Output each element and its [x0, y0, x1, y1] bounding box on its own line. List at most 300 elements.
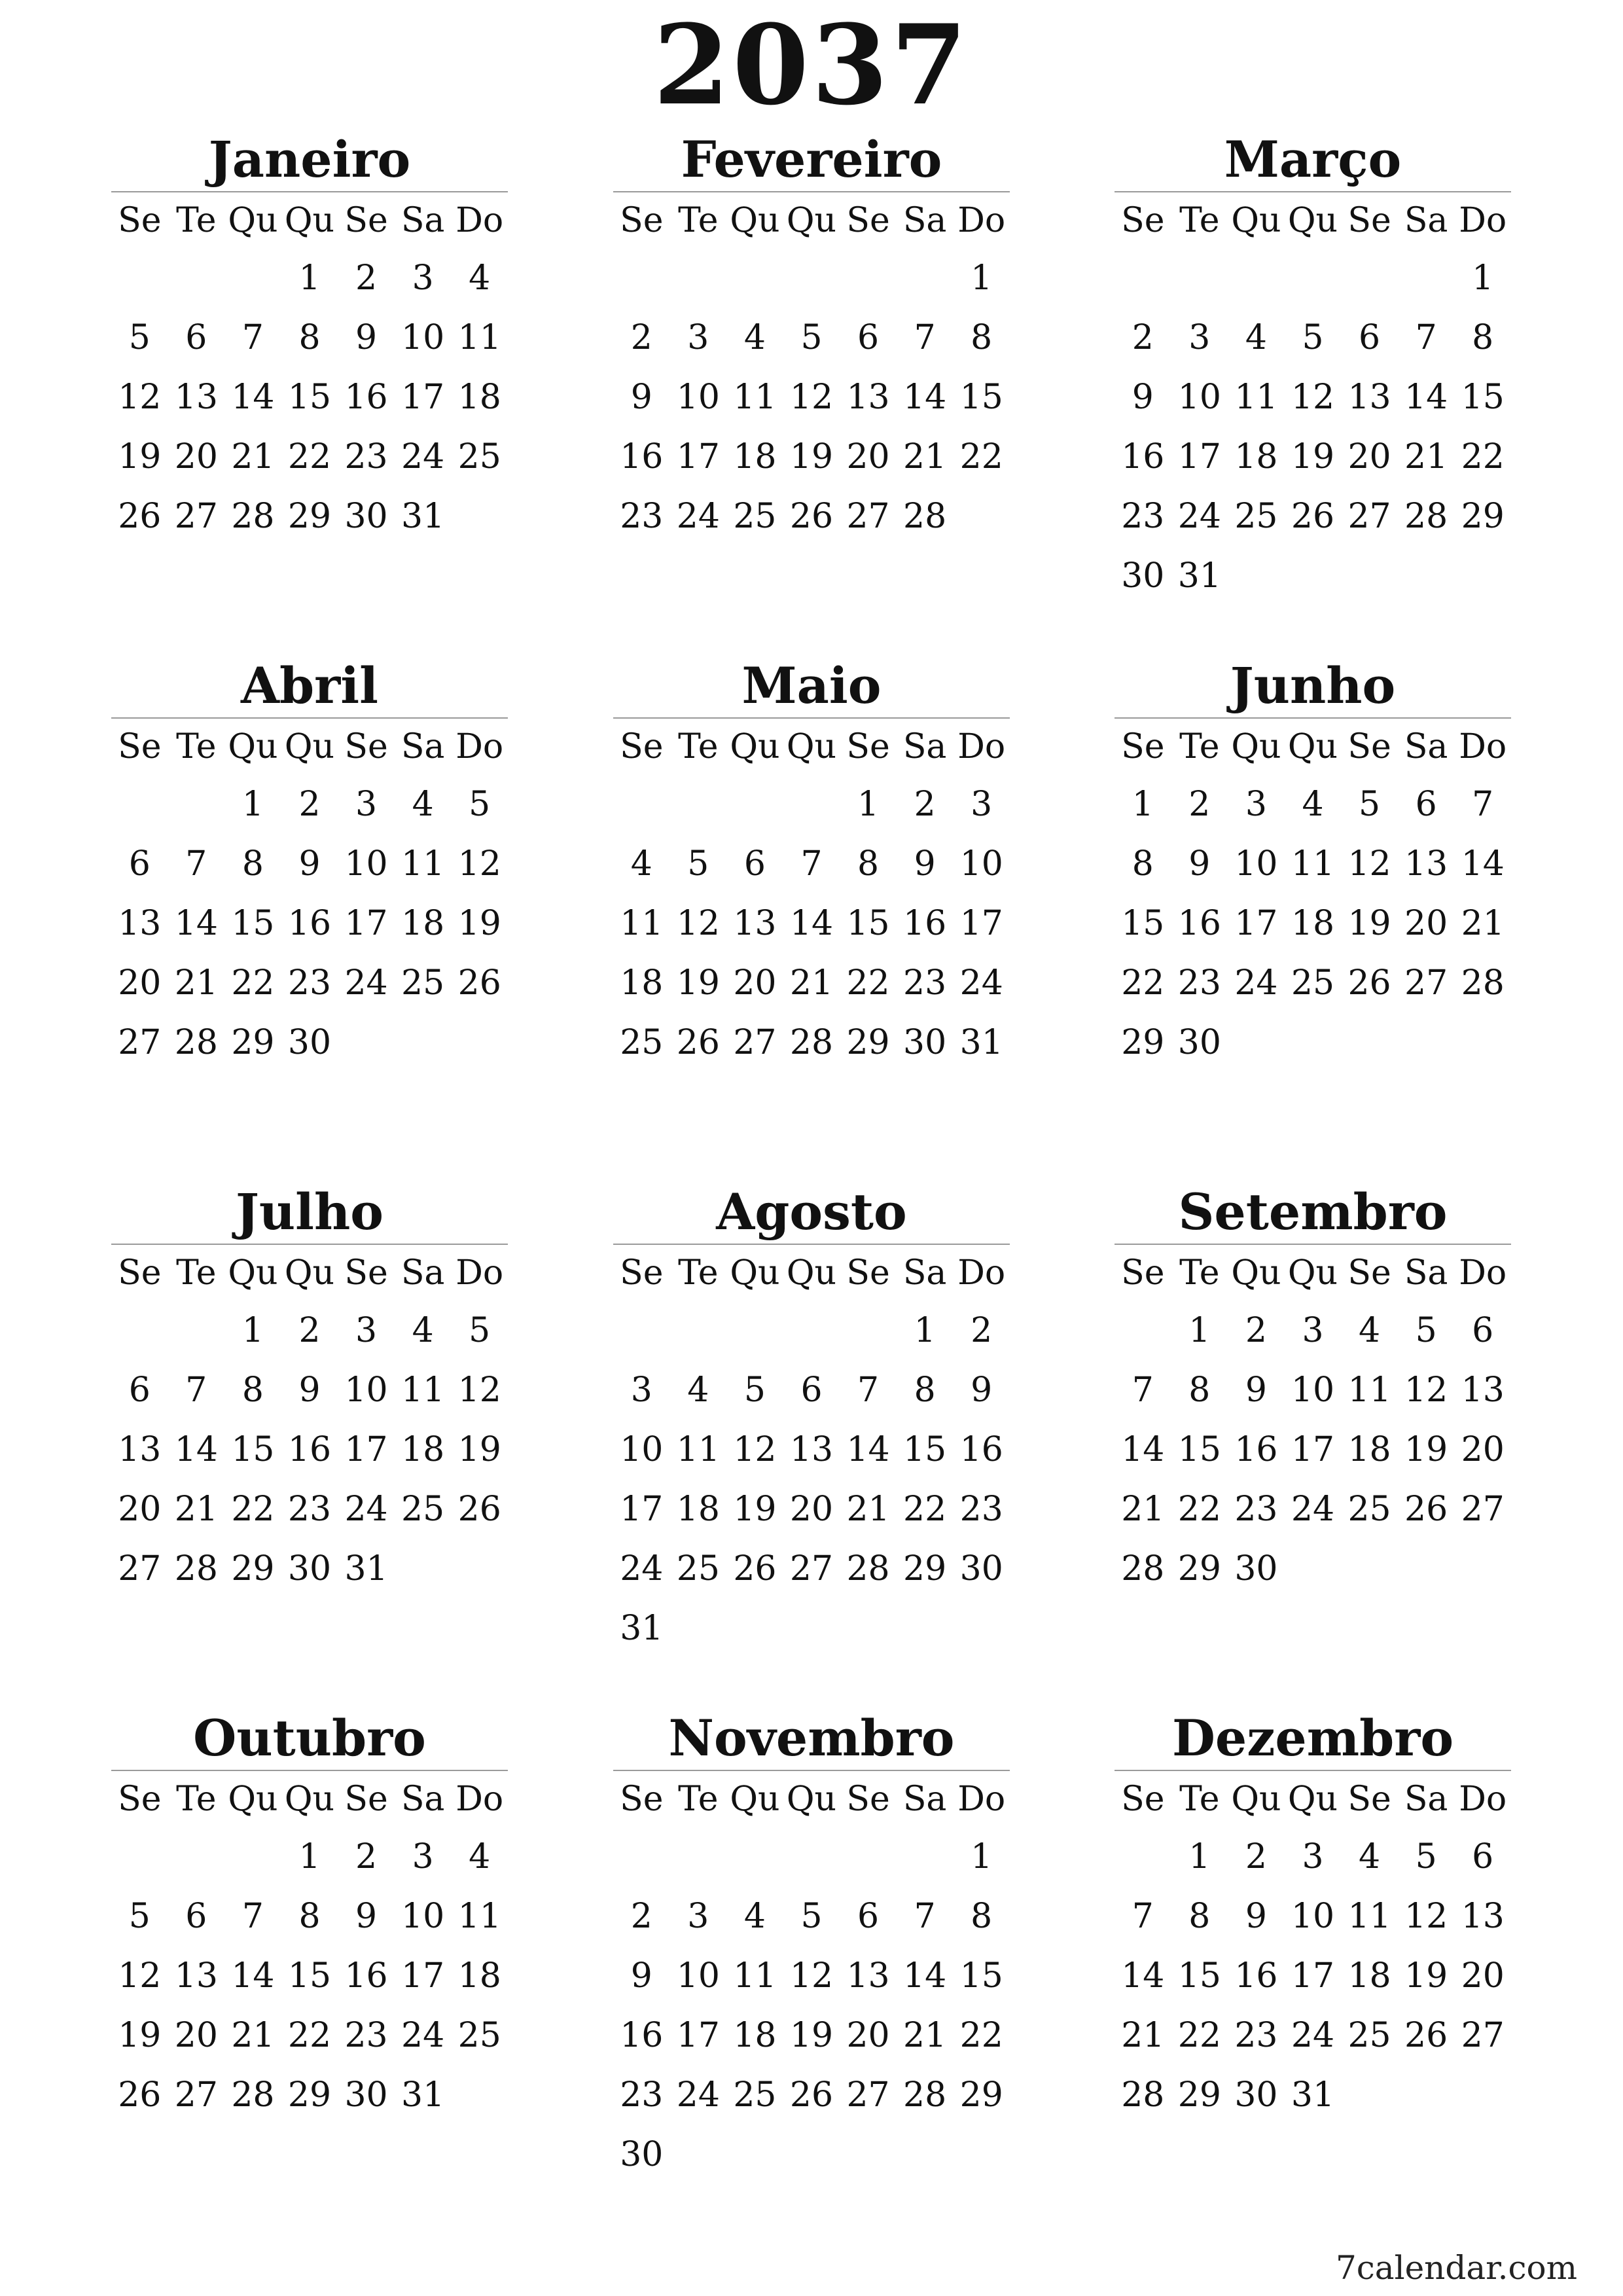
day-cell: 11	[457, 1897, 501, 1936]
weekday-header: Qu	[228, 1253, 278, 1293]
day-cell: 7	[857, 1371, 880, 1410]
day-cell: 1	[1188, 1837, 1211, 1876]
day-cell: 2	[1245, 1311, 1267, 1350]
day-cell: 16	[287, 1430, 332, 1469]
month-block-novembro	[613, 1707, 1010, 2185]
day-cell: 28	[846, 1549, 890, 1588]
day-cell: 31	[344, 1549, 388, 1588]
day-cell: 11	[401, 1371, 445, 1410]
weekday-header: Se	[1347, 1780, 1391, 1819]
empty-day-cell	[726, 249, 783, 308]
day-cell: 26	[733, 1549, 777, 1588]
weekday-header: Qu	[786, 201, 837, 240]
empty-day-cell	[111, 1301, 168, 1361]
day-cell: 23	[1121, 497, 1165, 536]
day-cell: 22	[846, 963, 890, 1003]
day-cell: 14	[231, 1956, 275, 1996]
weekday-header: Te	[1179, 1780, 1220, 1819]
day-cell: 3	[687, 318, 709, 357]
weekday-header: Te	[176, 727, 217, 766]
weekday-header: Qu	[786, 1253, 837, 1293]
weekday-header: Te	[678, 727, 719, 766]
day-cell: 29	[231, 1023, 275, 1062]
day-cell: 10	[1234, 844, 1278, 884]
weekday-header: Qu	[284, 1253, 335, 1293]
day-cell: 15	[903, 1430, 947, 1469]
empty-day-cell	[840, 1301, 897, 1361]
weekday-header: Te	[678, 1780, 719, 1819]
day-cell: 8	[914, 1371, 936, 1410]
day-cell: 9	[1132, 378, 1154, 417]
day-cell: 30	[1177, 1023, 1221, 1062]
day-cell: 21	[174, 963, 218, 1003]
day-cell: 18	[1291, 904, 1335, 943]
empty-day-cell	[1398, 249, 1455, 308]
weekday-header: Sa	[902, 201, 947, 240]
day-cell: 9	[914, 844, 936, 884]
day-cell: 8	[1188, 1897, 1211, 1936]
weekday-header: Qu	[786, 1780, 837, 1819]
day-cell: 17	[1234, 904, 1278, 943]
day-cell: 27	[174, 2075, 218, 2115]
day-cell: 12	[1404, 1897, 1448, 1936]
day-cell: 20	[118, 1490, 162, 1529]
day-cell: 8	[971, 318, 993, 357]
day-cell: 10	[959, 844, 1003, 884]
day-cell: 23	[1234, 1490, 1278, 1529]
weekday-header: Sa	[401, 1780, 445, 1819]
day-cell: 6	[1415, 785, 1437, 824]
day-cell: 1	[241, 1311, 264, 1350]
day-cell: 7	[185, 1371, 207, 1410]
empty-day-cell	[613, 249, 670, 308]
day-cell: 3	[1245, 785, 1267, 824]
month-name: Abril	[241, 656, 378, 715]
day-cell: 16	[1177, 904, 1221, 943]
day-cell: 13	[1461, 1897, 1505, 1936]
day-cell: 30	[903, 1023, 947, 1062]
day-cell: 21	[1461, 904, 1505, 943]
weekday-header: Se	[620, 727, 664, 766]
day-cell: 22	[959, 2016, 1003, 2055]
weekday-header: Do	[1459, 1253, 1507, 1293]
day-cell: 1	[298, 259, 321, 298]
day-cell: 3	[971, 785, 993, 824]
day-cell: 5	[743, 1371, 766, 1410]
day-cell: 4	[743, 318, 766, 357]
day-cell: 14	[1121, 1956, 1165, 1996]
day-cell: 13	[789, 1430, 834, 1469]
empty-day-cell	[1341, 249, 1398, 308]
day-cell: 28	[174, 1023, 218, 1062]
day-cell: 13	[846, 1956, 890, 1996]
day-cell: 12	[457, 844, 501, 884]
day-cell: 25	[401, 1490, 445, 1529]
day-cell: 26	[457, 963, 501, 1003]
day-cell: 7	[241, 1897, 264, 1936]
weekday-header: Se	[620, 201, 664, 240]
day-cell: 15	[287, 1956, 332, 1996]
day-cell: 31	[401, 2075, 445, 2115]
month-block-março	[1115, 128, 1511, 606]
day-cell: 4	[1359, 1311, 1381, 1350]
empty-day-cell	[613, 1827, 670, 1887]
day-cell: 23	[1234, 2016, 1278, 2055]
day-cell: 13	[846, 378, 890, 417]
day-cell: 31	[959, 1023, 1003, 1062]
day-cell: 17	[401, 378, 445, 417]
weekday-header: Sa	[401, 727, 445, 766]
day-cell: 7	[914, 1897, 936, 1936]
day-cell: 6	[800, 1371, 823, 1410]
weekday-header: Do	[455, 201, 504, 240]
day-cell: 13	[118, 1430, 162, 1469]
day-cell: 10	[1291, 1371, 1335, 1410]
day-cell: 3	[1302, 1837, 1324, 1876]
day-cell: 20	[174, 2016, 218, 2055]
month-name: Março	[1224, 130, 1402, 188]
day-cell: 9	[971, 1371, 993, 1410]
weekday-header: Qu	[228, 727, 278, 766]
day-cell: 9	[298, 1371, 321, 1410]
day-cell: 6	[128, 844, 151, 884]
day-cell: 24	[1234, 963, 1278, 1003]
weekday-header: Se	[344, 1253, 388, 1293]
day-cell: 31	[1177, 556, 1221, 596]
day-cell: 22	[231, 1490, 275, 1529]
month-day-grid	[111, 1245, 508, 1599]
day-cell: 27	[846, 2075, 890, 2115]
empty-day-cell	[670, 1301, 727, 1361]
day-cell: 2	[1245, 1837, 1267, 1876]
weekday-header: Do	[957, 201, 1006, 240]
day-cell: 7	[241, 318, 264, 357]
month-name: Junho	[1230, 656, 1396, 715]
day-cell: 11	[733, 1956, 777, 1996]
day-cell: 18	[457, 1956, 501, 1996]
day-cell: 4	[1359, 1837, 1381, 1876]
day-cell: 4	[412, 1311, 434, 1350]
day-cell: 1	[857, 785, 880, 824]
day-cell: 27	[846, 497, 890, 536]
empty-day-cell	[897, 1827, 954, 1887]
empty-day-cell	[224, 249, 281, 308]
day-cell: 15	[1177, 1430, 1221, 1469]
month-block-julho	[111, 1181, 508, 1599]
day-cell: 28	[1461, 963, 1505, 1003]
day-cell: 2	[298, 1311, 321, 1350]
day-cell: 9	[355, 1897, 378, 1936]
day-cell: 5	[800, 318, 823, 357]
day-cell: 23	[344, 2016, 388, 2055]
month-name: Outubro	[193, 1709, 426, 1767]
day-cell: 19	[789, 437, 834, 476]
weekday-header: Do	[1459, 201, 1507, 240]
empty-day-cell	[670, 775, 727, 834]
month-name: Julho	[235, 1183, 384, 1241]
weekday-header: Qu	[284, 727, 335, 766]
weekday-header: Sa	[1404, 201, 1448, 240]
day-cell: 1	[1132, 785, 1154, 824]
day-cell: 10	[676, 378, 720, 417]
day-cell: 30	[620, 2135, 664, 2174]
day-cell: 23	[344, 437, 388, 476]
day-cell: 19	[457, 1430, 501, 1469]
weekday-header: Qu	[228, 1780, 278, 1819]
day-cell: 22	[231, 963, 275, 1003]
day-cell: 18	[733, 437, 777, 476]
day-cell: 5	[1302, 318, 1324, 357]
day-cell: 17	[620, 1490, 664, 1529]
day-cell: 12	[789, 378, 834, 417]
day-cell: 12	[1347, 844, 1391, 884]
day-cell: 3	[355, 1311, 378, 1350]
day-cell: 20	[733, 963, 777, 1003]
day-cell: 27	[789, 1549, 834, 1588]
weekday-header: Se	[118, 1780, 162, 1819]
month-day-grid	[613, 192, 1010, 547]
empty-day-cell	[1115, 1301, 1171, 1361]
empty-day-cell	[783, 1827, 840, 1887]
day-cell: 17	[676, 437, 720, 476]
month-block-dezembro	[1115, 1707, 1511, 2125]
weekday-header: Te	[1179, 1253, 1220, 1293]
day-cell: 20	[1347, 437, 1391, 476]
day-cell: 31	[620, 1609, 664, 1648]
weekday-header: Qu	[228, 201, 278, 240]
day-cell: 26	[118, 497, 162, 536]
weekday-header: Se	[620, 1253, 664, 1293]
day-cell: 2	[355, 1837, 378, 1876]
day-cell: 18	[676, 1490, 720, 1529]
day-cell: 26	[676, 1023, 720, 1062]
empty-day-cell	[111, 249, 168, 308]
day-cell: 12	[733, 1430, 777, 1469]
month-name: Fevereiro	[681, 130, 942, 188]
day-cell: 30	[344, 2075, 388, 2115]
month-day-grid	[111, 192, 508, 547]
day-cell: 17	[1291, 1956, 1335, 1996]
weekday-header: Sa	[1404, 1780, 1448, 1819]
empty-day-cell	[897, 249, 954, 308]
day-cell: 20	[174, 437, 218, 476]
day-cell: 14	[174, 904, 218, 943]
weekday-header: Te	[678, 1253, 719, 1293]
day-cell: 18	[1347, 1430, 1391, 1469]
day-cell: 23	[1177, 963, 1221, 1003]
day-cell: 25	[676, 1549, 720, 1588]
day-cell: 25	[733, 497, 777, 536]
day-cell: 9	[1245, 1371, 1267, 1410]
day-cell: 11	[676, 1430, 720, 1469]
day-cell: 2	[971, 1311, 993, 1350]
day-cell: 1	[971, 1837, 993, 1876]
day-cell: 3	[687, 1897, 709, 1936]
day-cell: 3	[412, 259, 434, 298]
weekday-header: Qu	[1231, 727, 1281, 766]
day-cell: 18	[1347, 1956, 1391, 1996]
day-cell: 4	[412, 785, 434, 824]
day-cell: 25	[457, 2016, 501, 2055]
day-cell: 8	[1132, 844, 1154, 884]
day-cell: 4	[630, 844, 652, 884]
day-cell: 16	[620, 2016, 664, 2055]
day-cell: 27	[733, 1023, 777, 1062]
day-cell: 24	[1291, 2016, 1335, 2055]
empty-day-cell	[726, 775, 783, 834]
day-cell: 16	[344, 378, 388, 417]
day-cell: 28	[231, 497, 275, 536]
day-cell: 9	[298, 844, 321, 884]
day-cell: 26	[789, 2075, 834, 2115]
day-cell: 18	[1234, 437, 1278, 476]
day-cell: 24	[401, 437, 445, 476]
month-block-maio	[613, 655, 1010, 1073]
day-cell: 12	[118, 1956, 162, 1996]
day-cell: 13	[174, 378, 218, 417]
weekday-header: Do	[957, 727, 1006, 766]
day-cell: 16	[620, 437, 664, 476]
day-cell: 12	[118, 378, 162, 417]
day-cell: 11	[1347, 1897, 1391, 1936]
day-cell: 19	[789, 2016, 834, 2055]
month-name: Dezembro	[1171, 1709, 1454, 1767]
day-cell: 1	[914, 1311, 936, 1350]
day-cell: 23	[959, 1490, 1003, 1529]
day-cell: 20	[1461, 1430, 1505, 1469]
day-cell: 28	[903, 497, 947, 536]
day-cell: 13	[1404, 844, 1448, 884]
day-cell: 28	[903, 2075, 947, 2115]
weekday-header: Se	[1121, 1780, 1165, 1819]
weekday-header: Do	[957, 1780, 1006, 1819]
empty-day-cell	[783, 249, 840, 308]
weekday-header: Se	[846, 201, 890, 240]
month-block-fevereiro	[613, 128, 1010, 547]
day-cell: 16	[287, 904, 332, 943]
day-cell: 15	[1461, 378, 1505, 417]
day-cell: 27	[1461, 2016, 1505, 2055]
day-cell: 26	[1404, 2016, 1448, 2055]
day-cell: 27	[118, 1023, 162, 1062]
day-cell: 19	[118, 437, 162, 476]
day-cell: 6	[185, 1897, 207, 1936]
month-day-grid	[111, 1771, 508, 2125]
day-cell: 9	[355, 318, 378, 357]
day-cell: 3	[1302, 1311, 1324, 1350]
day-cell: 25	[1347, 1490, 1391, 1529]
day-cell: 9	[630, 378, 652, 417]
day-cell: 14	[1404, 378, 1448, 417]
day-cell: 7	[1132, 1371, 1154, 1410]
day-cell: 22	[1177, 2016, 1221, 2055]
day-cell: 21	[231, 437, 275, 476]
day-cell: 13	[733, 904, 777, 943]
day-cell: 26	[1404, 1490, 1448, 1529]
weekday-header: Se	[1121, 727, 1165, 766]
empty-day-cell	[1115, 249, 1171, 308]
month-day-grid	[613, 1245, 1010, 1659]
day-cell: 25	[457, 437, 501, 476]
day-cell: 4	[1302, 785, 1324, 824]
day-cell: 27	[118, 1549, 162, 1588]
day-cell: 26	[1291, 497, 1335, 536]
month-day-grid	[1115, 192, 1511, 606]
day-cell: 9	[630, 1956, 652, 1996]
weekday-header: Se	[620, 1780, 664, 1819]
weekday-header: Do	[455, 1780, 504, 1819]
day-cell: 14	[1121, 1430, 1165, 1469]
day-cell: 22	[903, 1490, 947, 1529]
day-cell: 24	[344, 963, 388, 1003]
day-cell: 1	[971, 259, 993, 298]
day-cell: 28	[789, 1023, 834, 1062]
weekday-header: Qu	[284, 1780, 335, 1819]
weekday-header: Se	[1347, 1253, 1391, 1293]
empty-day-cell	[783, 775, 840, 834]
year-title: 2037	[653, 0, 970, 130]
day-cell: 18	[620, 963, 664, 1003]
empty-day-cell	[726, 1301, 783, 1361]
weekday-header: Qu	[730, 1780, 780, 1819]
day-cell: 19	[1404, 1956, 1448, 1996]
day-cell: 29	[287, 2075, 332, 2115]
day-cell: 7	[1415, 318, 1437, 357]
day-cell: 4	[743, 1897, 766, 1936]
weekday-header: Sa	[902, 727, 947, 766]
day-cell: 5	[128, 1897, 151, 1936]
day-cell: 31	[1291, 2075, 1335, 2115]
day-cell: 7	[914, 318, 936, 357]
day-cell: 11	[1347, 1371, 1391, 1410]
weekday-header: Se	[1121, 1253, 1165, 1293]
day-cell: 21	[1404, 437, 1448, 476]
day-cell: 21	[1121, 2016, 1165, 2055]
day-cell: 24	[401, 2016, 445, 2055]
day-cell: 6	[857, 318, 880, 357]
day-cell: 29	[231, 1549, 275, 1588]
day-cell: 4	[469, 259, 491, 298]
weekday-header: Se	[846, 727, 890, 766]
empty-day-cell	[613, 1301, 670, 1361]
weekday-header: Sa	[902, 1780, 947, 1819]
month-name: Janeiro	[208, 130, 411, 188]
day-cell: 26	[789, 497, 834, 536]
day-cell: 20	[1404, 904, 1448, 943]
empty-day-cell	[670, 249, 727, 308]
day-cell: 2	[630, 318, 652, 357]
weekday-header: Qu	[1287, 1253, 1338, 1293]
day-cell: 14	[903, 378, 947, 417]
day-cell: 27	[1404, 963, 1448, 1003]
day-cell: 2	[1188, 785, 1211, 824]
day-cell: 9	[1188, 844, 1211, 884]
weekday-header: Se	[1121, 201, 1165, 240]
weekday-header: Do	[1459, 727, 1507, 766]
day-cell: 19	[1291, 437, 1335, 476]
day-cell: 27	[174, 497, 218, 536]
day-cell: 8	[298, 1897, 321, 1936]
day-cell: 9	[1245, 1897, 1267, 1936]
day-cell: 23	[287, 963, 332, 1003]
day-cell: 8	[298, 318, 321, 357]
day-cell: 14	[1461, 844, 1505, 884]
day-cell: 12	[676, 904, 720, 943]
day-cell: 1	[298, 1837, 321, 1876]
day-cell: 25	[1347, 2016, 1391, 2055]
day-cell: 10	[1291, 1897, 1335, 1936]
month-day-grid	[613, 719, 1010, 1073]
